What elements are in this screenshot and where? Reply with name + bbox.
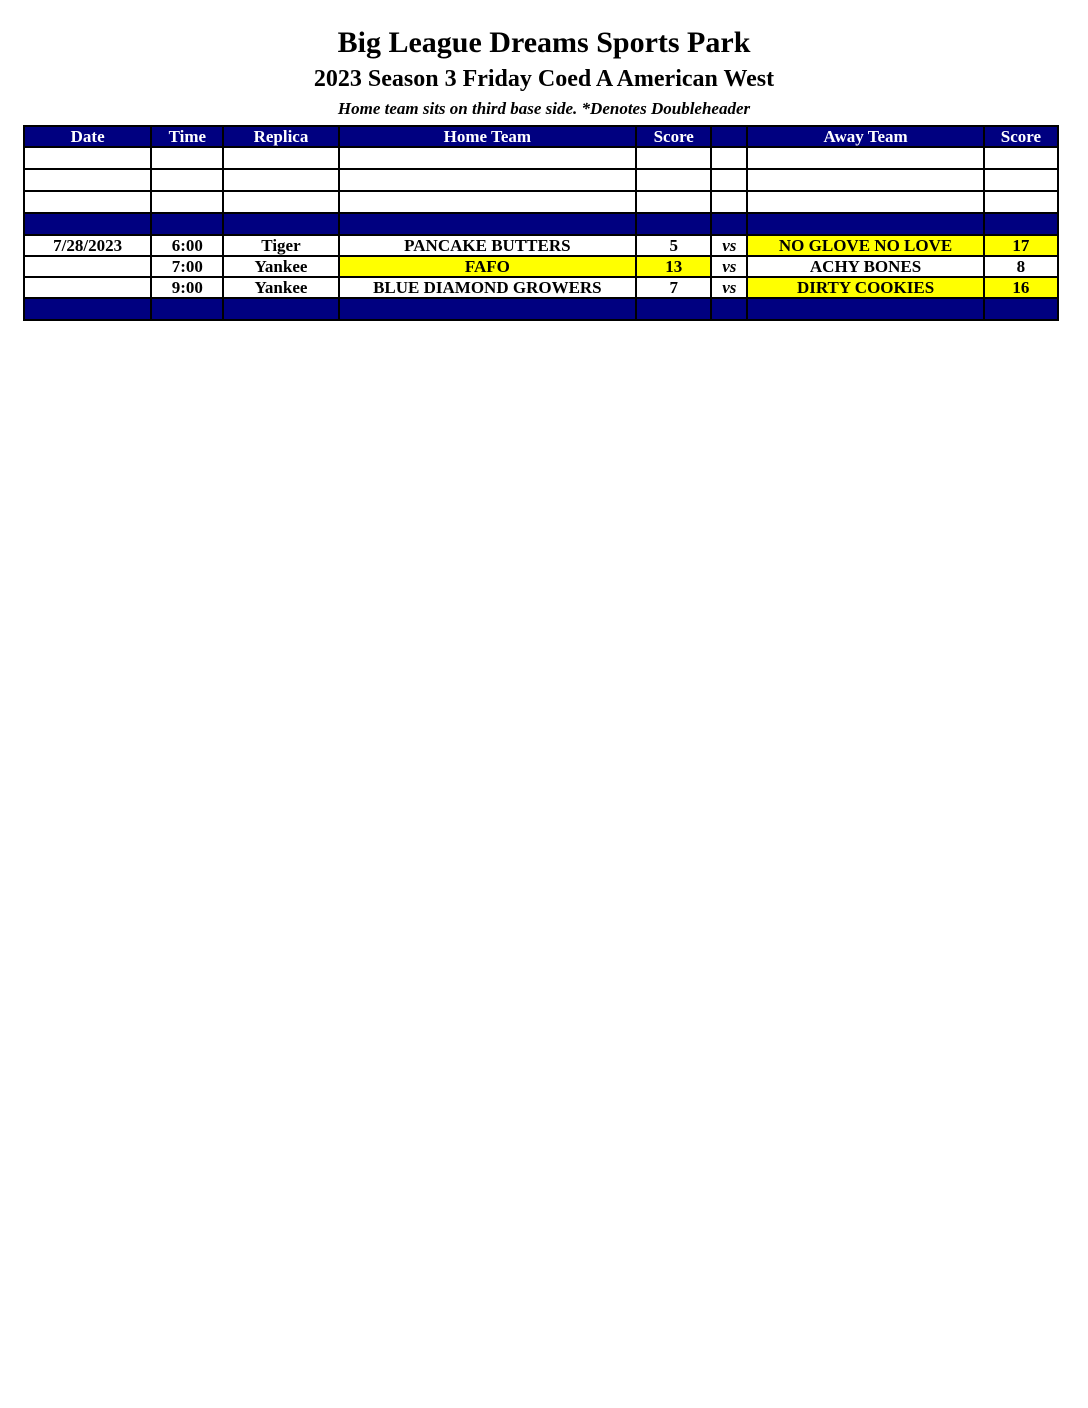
empty-row <box>24 191 1058 213</box>
game-date: 7/28/2023 <box>24 235 151 256</box>
separator-row <box>24 213 1058 235</box>
table-header-row <box>24 126 1058 147</box>
home-team: PANCAKE BUTTERS <box>339 235 637 256</box>
separator-row <box>24 298 1058 320</box>
vs-label: vs <box>711 277 747 298</box>
separator-cell <box>711 213 747 235</box>
separator-cell <box>636 213 711 235</box>
away-team: DIRTY COOKIES <box>747 277 983 298</box>
separator-cell <box>636 298 711 320</box>
empty-row <box>24 169 1058 191</box>
game-date <box>24 277 151 298</box>
separator-cell <box>223 298 338 320</box>
separator-cell <box>339 298 637 320</box>
vs-label: vs <box>711 235 747 256</box>
schedule-table <box>23 125 1059 321</box>
home-score: 5 <box>636 235 711 256</box>
home-score: 7 <box>636 277 711 298</box>
empty-cell <box>223 147 338 169</box>
empty-cell <box>747 169 983 191</box>
home-team: BLUE DIAMOND GROWERS <box>339 277 637 298</box>
away-team: ACHY BONES <box>747 256 983 277</box>
col-header-date: Date <box>24 126 151 147</box>
table-row <box>24 256 1058 277</box>
vs-label: vs <box>711 256 747 277</box>
separator-cell <box>24 213 151 235</box>
away-score: 16 <box>984 277 1058 298</box>
col-header-home-score: Score <box>636 126 711 147</box>
away-score: 8 <box>984 256 1058 277</box>
home-team: FAFO <box>339 256 637 277</box>
empty-cell <box>24 169 151 191</box>
away-score: 17 <box>984 235 1058 256</box>
away-team: NO GLOVE NO LOVE <box>747 235 983 256</box>
empty-cell <box>636 147 711 169</box>
empty-cell <box>711 169 747 191</box>
empty-cell <box>984 169 1058 191</box>
empty-cell <box>223 169 338 191</box>
empty-cell <box>339 147 637 169</box>
page-subtitle: 2023 Season 3 Friday Coed A American West <box>313 66 775 92</box>
separator-cell <box>984 298 1058 320</box>
game-replica: Yankee <box>223 256 338 277</box>
game-time: 6:00 <box>151 235 223 256</box>
separator-cell <box>24 298 151 320</box>
empty-cell <box>747 191 983 213</box>
empty-cell <box>151 191 223 213</box>
separator-cell <box>747 213 983 235</box>
separator-cell <box>339 213 637 235</box>
col-header-time: Time <box>151 126 223 147</box>
home-score: 13 <box>636 256 711 277</box>
col-header-vs <box>711 126 747 147</box>
empty-cell <box>339 169 637 191</box>
col-header-away-score: Score <box>984 126 1058 147</box>
separator-cell <box>151 213 223 235</box>
game-time: 7:00 <box>151 256 223 277</box>
game-time: 9:00 <box>151 277 223 298</box>
col-header-home-team: Home Team <box>339 126 637 147</box>
empty-cell <box>151 147 223 169</box>
col-header-away-team: Away Team <box>747 126 983 147</box>
game-replica: Yankee <box>223 277 338 298</box>
empty-cell <box>24 147 151 169</box>
page-note: Home team sits on third base side. *Denotes Doubleheader <box>337 99 751 118</box>
separator-cell <box>747 298 983 320</box>
game-date <box>24 256 151 277</box>
empty-cell <box>711 147 747 169</box>
separator-cell <box>711 298 747 320</box>
empty-cell <box>24 191 151 213</box>
separator-cell <box>223 213 338 235</box>
empty-cell <box>223 191 338 213</box>
separator-cell <box>984 213 1058 235</box>
empty-cell <box>151 169 223 191</box>
separator-cell <box>151 298 223 320</box>
empty-cell <box>636 169 711 191</box>
empty-cell <box>984 191 1058 213</box>
table-row <box>24 277 1058 298</box>
game-replica: Tiger <box>223 235 338 256</box>
empty-cell <box>636 191 711 213</box>
empty-cell <box>711 191 747 213</box>
empty-cell <box>747 147 983 169</box>
col-header-replica: Replica <box>223 126 338 147</box>
table-row <box>24 235 1058 256</box>
page-title: Big League Dreams Sports Park <box>337 26 751 59</box>
empty-row <box>24 147 1058 169</box>
empty-cell <box>339 191 637 213</box>
empty-cell <box>984 147 1058 169</box>
